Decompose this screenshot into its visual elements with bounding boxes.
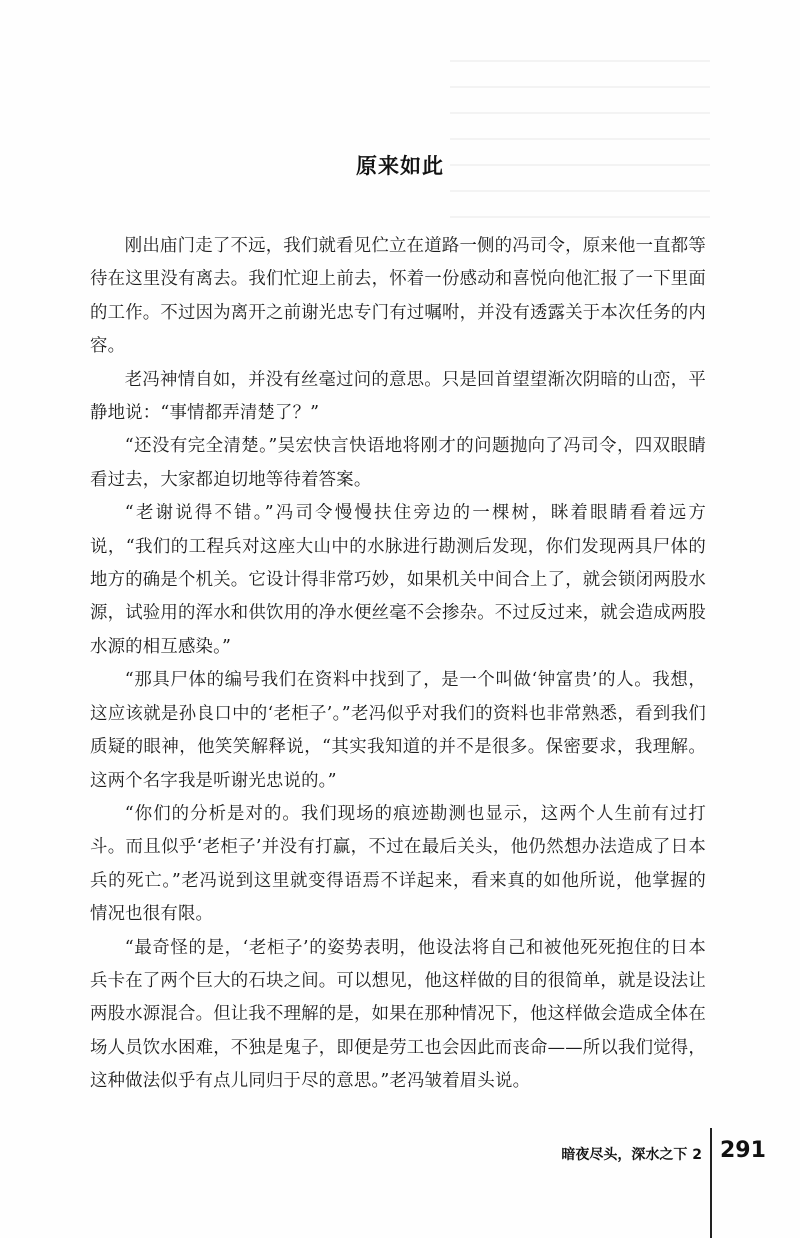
paragraph: 刚出庙门走了不远，我们就看见伫立在道路一侧的冯司令，原来他一直都等待在这里没有离去。我们忙迎上前去，怀着一份感动和喜悦向他汇报了一下里面的工作。不过因为离开之前谢光忠专门有过嘱咐，并没有透露关于本次任务的内容。 — [90, 236, 706, 357]
footer-divider — [710, 1128, 712, 1238]
paragraph: 老冯神情自如，并没有丝毫过问的意思。只是回首望望渐次阴暗的山峦，平静地说：“事情都弄清楚了？” — [90, 369, 706, 424]
paragraph: “最奇怪的是，‘老柜子’的姿势表明，他设法将自己和被他死死抱住的日本兵卡在了两个巨大的石块之间。可以想见，他这样做的目的很简单，就是设法让两股水源混合。但让我不理解的是，如果在那种情况下，他这样做会造成全体在场人员饮水困难，不独是鬼子，即便是劳工也会因此而丧命——所以我们觉得，这种做法似乎有点儿同归于尽的意思。”老冯皱着眉头说。 — [90, 937, 706, 1092]
paragraph: “老谢说得不错。”冯司令慢慢扶住旁边的一棵树，眯着眼睛看着远方说，“我们的工程兵对这座大山中的水脉进行勘测后发现，你们发现两具尸体的地方的确是个机关。它设计得非常巧妙，如果机关中间合上了，就会锁闭两股水源，试验用的浑水和供饮用的净水便丝毫不会掺杂。不过反过来，就会造成两股水源的相互感染。” — [90, 503, 706, 657]
paragraph: “你们的分析是对的。我们现场的痕迹勘测也显示，这两个人生前有过打斗。而且似乎‘老柜子’并没有打赢，不过在最后关头，他仍然想办法造成了日本兵的死亡。”老冯说到这里就变得语焉不详起来，看来真的如他所说，他掌握的情况也很有限。 — [90, 803, 706, 925]
paragraph: “那具尸体的编号我们在资料中找到了，是一个叫做‘钟富贵’的人。我想，这应该就是孙良口中的‘老柜子’。”老冯似乎对我们的资料也非常熟悉，看到我们质疑的眼神，他笑笑解释说，“其实我知道的并不是很多。保密要求，我理解。这两个名字我是听谢光忠说的。” — [90, 670, 706, 791]
chapter-title: 原来如此 — [356, 154, 444, 178]
running-footer-title: 暗夜尽头，深水之下 2 — [561, 1147, 702, 1163]
chapter-body — [90, 230, 706, 1099]
paragraph: “还没有完全清楚。”吴宏快言快语地将刚才的问题抛向了冯司令，四双眼睛看过去，大家都迫切地等待着答案。 — [90, 436, 706, 490]
show-through-text — [450, 60, 710, 230]
page-number: 291 — [720, 1138, 766, 1163]
